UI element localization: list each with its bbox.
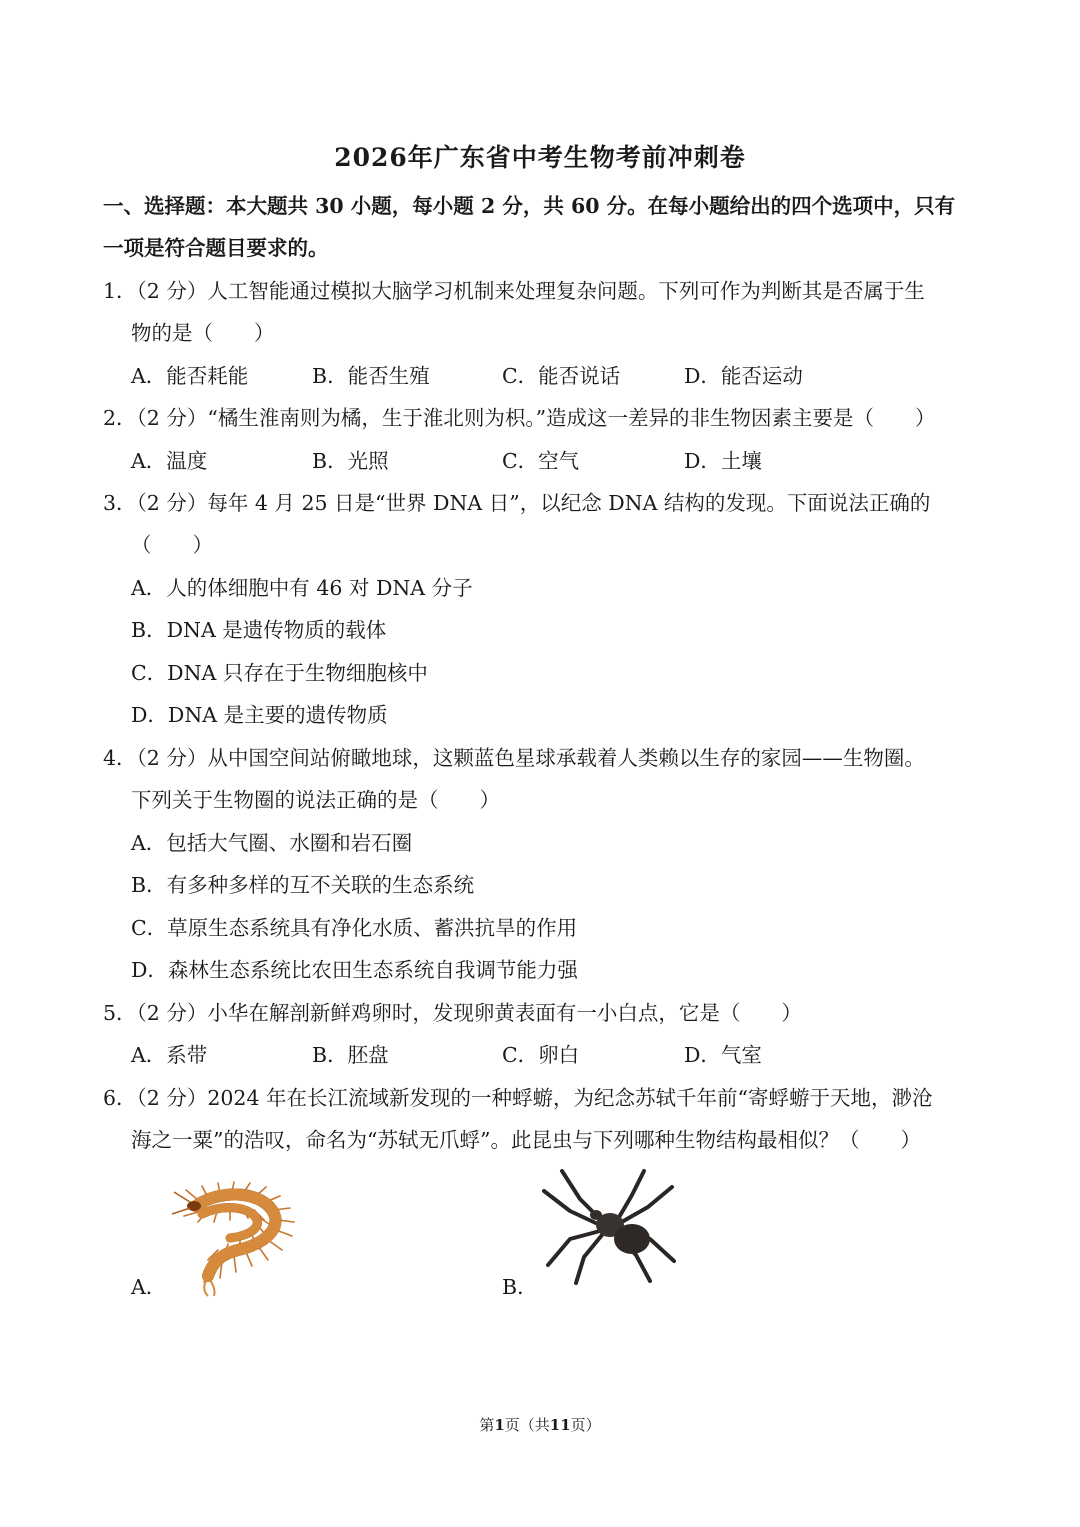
footer-suffix: 页） [570, 1416, 601, 1434]
footer-page-number: 1 [494, 1416, 505, 1434]
question-4-line-1: 4．（2 分）从中国空间站俯瞰地球，这颗蓝色星球承载着人类赖以生存的家园——生物圈。 [103, 746, 925, 770]
question-1-option-d: D．能否运动 [684, 364, 803, 388]
question-2-option-b: B．光照 [312, 449, 389, 473]
footer-prefix: 第 [479, 1416, 495, 1434]
question-1-line-1: 1．（2 分）人工智能通过模拟大脑学习机制来处理复杂问题。下列可作为判断其是否属于生 [103, 279, 925, 303]
question-5-option-d: D．气室 [684, 1043, 762, 1067]
question-4-option-d: D．森林生态系统比农田生态系统自我调节能力强 [131, 958, 578, 982]
question-2-option-a: A．温度 [131, 449, 208, 473]
question-5-line-1: 5．（2 分）小华在解剖新鲜鸡卵时，发现卵黄表面有一小白点，它是（ ） [103, 1001, 802, 1025]
question-4-line-2: 下列关于生物圈的说法正确的是（ ） [131, 788, 500, 812]
question-3-option-d: D．DNA 是主要的遗传物质 [131, 703, 388, 727]
question-3-option-a: A．人的体细胞中有 46 对 DNA 分子 [131, 576, 473, 600]
centipede-image [168, 1180, 308, 1298]
question-2-option-d: D．土壤 [684, 449, 762, 473]
spider-image [540, 1165, 680, 1285]
question-3-option-c: C．DNA 只存在于生物细胞核中 [131, 661, 428, 685]
question-5-option-c: C．卵白 [502, 1043, 580, 1067]
footer-total-pages: 11 [549, 1416, 571, 1434]
footer-middle: 页（共 [504, 1416, 550, 1434]
question-3-line-1: 3．（2 分）每年 4 月 25 日是“世界 DNA 日”，以纪念 DNA 结构的发现。下面说法正确的 [103, 491, 931, 515]
question-1-option-b: B．能否生殖 [312, 364, 430, 388]
question-3-line-2: （ ） [131, 533, 213, 557]
page-footer [0, 1414, 1080, 1435]
section-heading-line-2: 一项是符合题目要求的。 [103, 236, 329, 260]
question-4-option-b: B．有多种多样的互不关联的生态系统 [131, 873, 475, 897]
page-title: 2026年广东省中考生物考前冲刺卷 [334, 143, 746, 172]
question-1-option-a: A．能否耗能 [131, 364, 249, 388]
question-6-option-b: B． [502, 1275, 538, 1299]
question-2-option-c: C．空气 [502, 449, 580, 473]
section-heading-line-1: 一、选择题：本大题共 30 小题，每小题 2 分，共 60 分。在每小题给出的四个选项中，只有 [103, 194, 956, 218]
question-1-option-c: C．能否说话 [502, 364, 621, 388]
question-6-option-a: A． [131, 1275, 167, 1299]
question-4-option-a: A．包括大气圈、水圈和岩石圈 [131, 831, 413, 855]
question-6-line-2: 海之一粟”的浩叹，命名为“苏轼无爪蜉”。此昆虫与下列哪种生物结构最相似？（ ） [131, 1128, 921, 1152]
question-4-option-c: C．草原生态系统具有净化水质、蓄洪抗旱的作用 [131, 916, 578, 940]
question-6-line-1: 6．（2 分）2024 年在长江流域新发现的一种蜉蝣，为纪念苏轼千年前“寄蜉蝣于天地，渺沧 [103, 1086, 933, 1110]
question-3-option-b: B．DNA 是遗传物质的载体 [131, 618, 387, 642]
question-1-line-2: 物的是（ ） [131, 321, 275, 345]
question-5-option-a: A．系带 [131, 1043, 208, 1067]
question-5-option-b: B．胚盘 [312, 1043, 389, 1067]
question-2-line-1: 2．（2 分）“橘生淮南则为橘，生于淮北则为枳。”造成这一差异的非生物因素主要是（ ） [103, 406, 936, 430]
